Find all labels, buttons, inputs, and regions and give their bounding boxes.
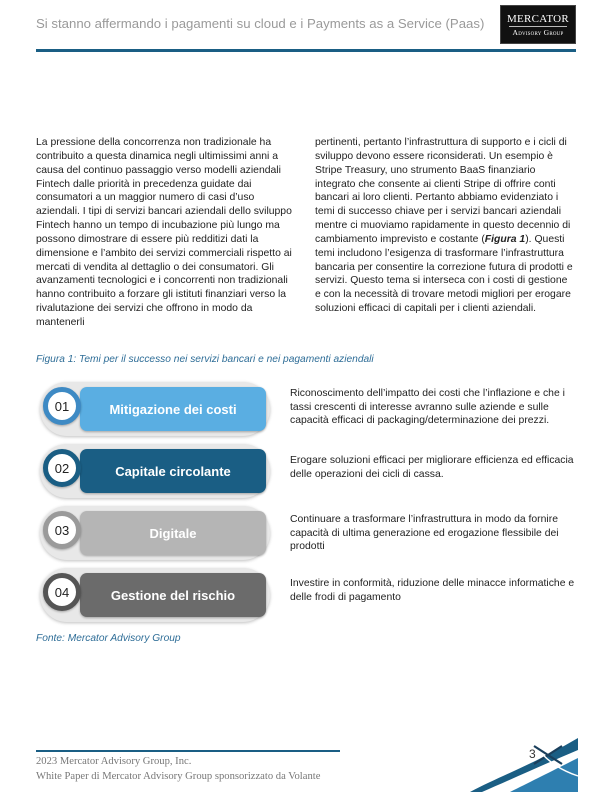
footer-sponsor: White Paper di Mercator Advisory Group sponsorizzato da Volante: [36, 771, 321, 782]
theme-label-bar: Digitale: [80, 511, 266, 555]
theme-description: Erogare soluzioni efficaci per migliorare efficienza ed efficacia delle operazioni dei cicli di cassa.: [290, 455, 574, 480]
logo-name: MERCATOR: [506, 13, 570, 25]
figure-caption: Figura 1: Temi per il successo nei servizi bancari e nei pagamenti aziendali: [36, 354, 374, 365]
theme-description: Riconoscimento dell’impatto dei costi che l’inflazione e che i tassi crescenti di interesse avranno sulle aziende e sulle capacità efficaci di packaging/determinazione dei prezzi.: [290, 388, 565, 427]
body-right-text-start: pertinenti, pertanto l’infrastruttura di supporto e i cicli di sviluppo devono essere riconsiderati. Un esempio è Stripe Treasury, uno strumento BaaS finanziario integrato che consente ai clienti Stripe di offrire conti bancari ai loro clienti. Pertanto abbiamo evidenziato i temi di successo chiave per i servizi bancari aziendali mentre ci muoviamo rapidamente in questo decennio di cambiamento imprevisto e costante (: [315, 137, 571, 245]
header-divider: [36, 49, 576, 52]
figure-source: Fonte: Mercator Advisory Group: [36, 633, 181, 644]
theme-number-badge: 01: [43, 387, 81, 425]
body-left-column: La pressione della concorrenza non tradizionale ha contribuito a questa dinamica negli ultimissimi anni a causa del continuo passaggio verso modelli aziendali Fintech dalle priorità in precedenza guidate dai consumatori a un maggior numero di casi d’uso aziendali. I tipi di servizi bancari aziendali dello sviluppo Fintech hanno un tempo di incubazione più lungo ma possono dimostrare di essere più redditizi dati la dimensione e l’ambito dei servizi commerciali rispetto ai mercati di vendita al dettaglio o dei consumatori. Gli avanzamenti tecnologici e i concorrenti non tradizionali hanno contribuito a forzare gli istituti finanziari verso la rivalutazione dei servizi che offrono in modo da mantenerli: [36, 137, 292, 328]
theme-number-badge: 04: [43, 573, 81, 611]
body-right-text-end: ). Questi temi includono l’esigenza di trasformare l’infrastruttura bancaria per consentire la correzione futura di prodotti e servizi. Questo tema si interseca con i costi di gestione e con la necessità di trovare metodi migliori per erogare soluzioni efficaci di capitali per i clienti aziendali.: [315, 233, 573, 315]
theme-row: [40, 568, 580, 622]
theme-label-bar: Mitigazione dei costi: [80, 387, 266, 431]
theme-label-bar: Capitale circolante: [80, 449, 266, 493]
corner-swoosh-graphic: [470, 736, 578, 792]
body-right-column: [315, 136, 573, 316]
theme-number-badge: 02: [43, 449, 81, 487]
footer-copyright: 2023 Mercator Advisory Group, Inc.: [36, 756, 192, 767]
footer-divider: [36, 750, 340, 752]
theme-description: Investire in conformità, riduzione delle minacce informatiche e delle frodi di pagamento: [290, 578, 575, 603]
theme-label-bar: Gestione del rischio: [80, 573, 266, 617]
page-header-title: Si stanno affermando i pagamenti su cloud e i Payments as a Service (Paas): [36, 16, 485, 31]
theme-row: [40, 444, 580, 498]
page-number: 3: [529, 747, 536, 761]
logo-divider: [509, 26, 567, 27]
theme-row: [40, 506, 580, 560]
logo-subtitle: Advisory Group: [512, 28, 564, 37]
figure-reference: Figura 1: [484, 233, 526, 245]
theme-row: [40, 382, 580, 436]
theme-description: Continuare a trasformare l’infrastruttura in modo da fornire capacità di ultima generazione ed erogazione flessibile dei prodotti: [290, 514, 559, 553]
mercator-logo: [500, 5, 576, 44]
theme-number-badge: 03: [43, 511, 81, 549]
